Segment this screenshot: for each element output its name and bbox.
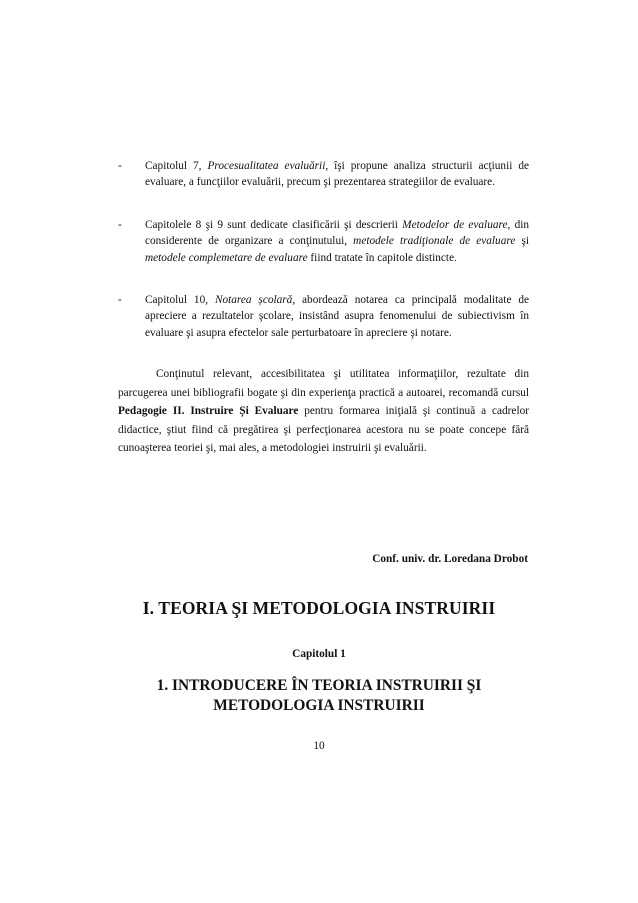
course-title: Pedagogie II. Instruire Și Evaluare [118, 405, 299, 418]
bullet-dash: - [118, 160, 122, 172]
bullet-text-part: , din considerente de organizare a conţinutului, [145, 219, 530, 248]
paragraph-text-part: Conţinutul relevant, accesibilitatea şi utilitatea informaţiilor, rezultate din parcugerea unei bibliografii bogate şi din experienţa practică a autoarei, recomandă cursul [118, 368, 529, 399]
bullet-text-part: Capitolele 8 şi 9 sunt dedicate clasificării şi descrierii [145, 219, 403, 231]
bullet-dash: - [118, 219, 122, 231]
bullet-item-chapters-8-9 [118, 217, 529, 266]
bullet-emphasis: Notarea școlară, [214, 294, 296, 306]
chapter-label: Capitolul 1 [292, 648, 346, 660]
bullet-text-part: Capitolul 10, [145, 294, 215, 306]
bullet-emphasis: metodele complemetare de evaluare [145, 251, 308, 264]
part-title: I. TEORIA ŞI METODOLOGIA INSTRUIRII [142, 598, 496, 618]
paragraph-text-part: pentru formarea iniţială şi continuă a cadrelor didactice, ştiut fiind că pregătirea şi perfecţionarea acestora nu se poate concepe fără cunoaşterea teoriei şi, mai ales, a metodologiei instruirii şi evaluării. [118, 405, 529, 455]
chapter-title-line: 1. INTRODUCERE ÎN TEORIA INSTRUIRII ŞI [156, 677, 482, 694]
bullet-text [145, 292, 529, 341]
bullet-text [145, 217, 529, 266]
bullet-item-chapter-10 [118, 292, 529, 341]
bullet-emphasis: Metodelor de evaluare [402, 219, 508, 231]
page-number: 10 [313, 740, 325, 752]
bullet-item-chapter-7 [118, 158, 529, 191]
bullet-emphasis: Procesualitatea evaluării [207, 160, 326, 172]
author-signature: Conf. univ. dr. Loredana Drobot [372, 553, 528, 565]
bullet-text-part: abordează notarea ca principală modalitate de apreciere a rezultatelor şcolare, insistând asupra fenomenului de subiectivism în evaluare şi asupra efectelor sale perturbatoare în apreciere şi notare. [145, 294, 529, 339]
bullet-text [145, 158, 529, 191]
bullet-dash: - [118, 294, 122, 306]
body-paragraph [118, 365, 529, 458]
bullet-emphasis: metodele tradiţionale de evaluare [353, 235, 516, 248]
bullet-text-part: şi [515, 235, 529, 248]
bullet-text-part: , îşi propune analiza structurii acţiunii de evaluare, a funcţiilor evaluării, precum şi prezentarea strategiilor de evaluare. [145, 160, 529, 189]
chapter-title [0, 676, 638, 716]
bullet-text-part: fiind tratate în capitole distincte. [307, 251, 457, 264]
bullet-text-part: Capitolul 7, [145, 160, 208, 172]
chapter-title-line: METODOLOGIA INSTRUIRII [213, 697, 425, 714]
